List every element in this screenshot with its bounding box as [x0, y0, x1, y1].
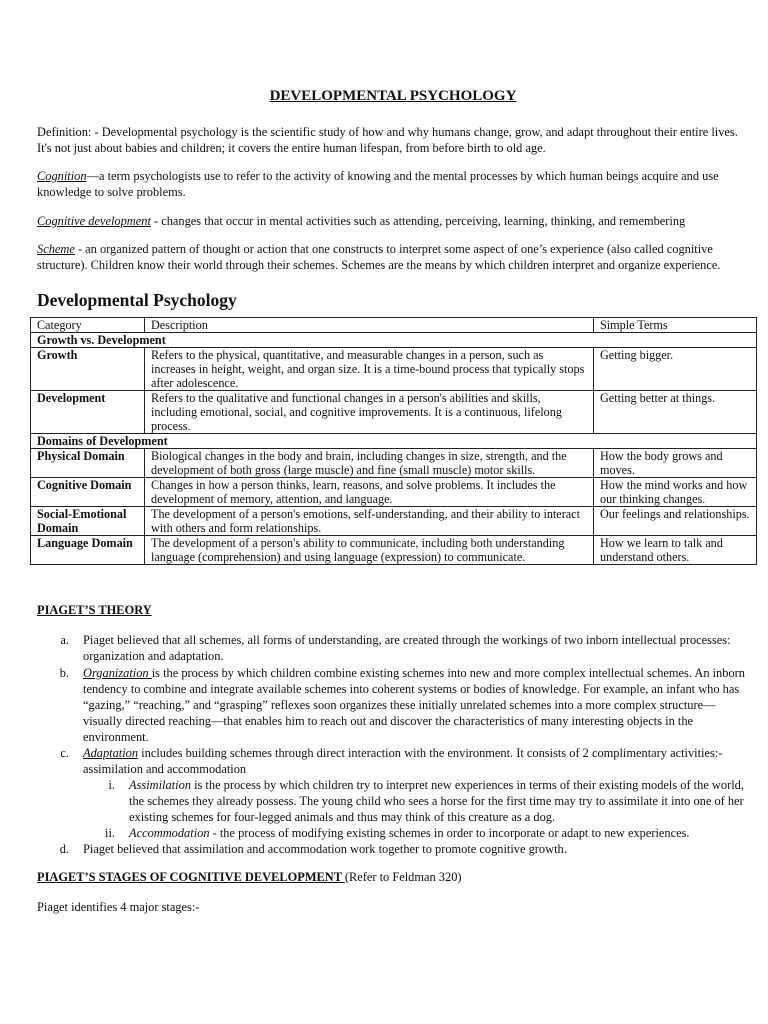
row-description: Refers to the physical, quantitative, and measurable changes in a person, such as increases in height, weight, and organ size. It is a time-bound process that typically stops after adolescence.: [145, 348, 594, 391]
row-simple-terms: Getting better at things.: [594, 391, 757, 434]
list-item: [105, 825, 747, 841]
row-category: Physical Domain: [31, 449, 145, 478]
list-text: is the process by which children try to interpret new experiences in terms of their existing models of the world, the schemes they already possess. The young child who sees a horse for the first time may try to assimilate it into one of her existing schemes for four-legged animals and thus may think of this creature as a dog.: [129, 778, 744, 824]
adaptation-term: Adaptation: [83, 746, 139, 760]
table-section-heading: Developmental Psychology: [37, 290, 237, 310]
list-item: [59, 841, 747, 857]
table-row: [31, 507, 757, 536]
row-category: Cognitive Domain: [31, 478, 145, 507]
row-description: The development of a person's ability to communicate, including both understanding language (comprehension) and using language (expression) to communicate.: [145, 536, 594, 565]
scheme-paragraph: [37, 241, 752, 273]
stages-heading-text: PIAGET’S STAGES OF COGNITIVE DEVELOPMENT: [37, 870, 345, 884]
development-table: [30, 317, 757, 565]
list-marker: a.: [60, 633, 69, 647]
list-text: Piaget believed that all schemes, all forms of understanding, are created through the workings of two inborn intellectual processes: organization and adaptation.: [83, 633, 731, 663]
list-item: [108, 777, 747, 825]
scheme-term: Scheme: [37, 242, 75, 256]
table-section-row: [31, 434, 757, 449]
assimilation-term: Assimilation: [129, 778, 191, 792]
table-row: [31, 348, 757, 391]
cognitive-development-paragraph: [37, 213, 752, 229]
row-category: Development: [31, 391, 145, 434]
organization-term: Organization: [83, 666, 152, 680]
row-simple-terms: Our feelings and relationships.: [594, 507, 757, 536]
list-item: [60, 745, 747, 777]
cognitive-development-text: - changes that occur in mental activities such as attending, perceiving, learning, thinking, and remembering: [150, 214, 686, 228]
list-item: [60, 632, 747, 664]
table-row: [31, 449, 757, 478]
cognitive-development-term: Cognitive development: [37, 214, 151, 228]
table-row: [31, 478, 757, 507]
row-description: Changes in how a person thinks, learn, reasons, and solve problems. It includes the development of memory, attention, and language.: [145, 478, 594, 507]
row-description: The development of a person's emotions, self-understanding, and their ability to interact with others and form relationships.: [145, 507, 594, 536]
accommodation-term: Accommodation: [129, 826, 210, 840]
header-category: Category: [31, 318, 145, 333]
definition-paragraph: Definition: - Developmental psychology is the scientific study of how and why humans change, grow, and adapt throughout their entire lives. It's not just about babies and children; it covers the entire human lifespan, from before birth to old age.: [37, 125, 738, 155]
list-marker: b.: [59, 666, 69, 680]
row-simple-terms: Getting bigger.: [594, 348, 757, 391]
stages-intro: Piaget identifies 4 major stages:-: [37, 900, 200, 914]
list-marker: d.: [59, 842, 69, 856]
row-category: Growth: [31, 348, 145, 391]
cognition-paragraph: [37, 168, 752, 200]
stages-reference: (Refer to Feldman 320): [344, 870, 462, 884]
table-row: [31, 391, 757, 434]
piaget-theory-heading: PIAGET’S THEORY: [37, 603, 152, 617]
row-description: Refers to the qualitative and functional changes in a person's abilities and skills, including emotional, social, and cognitive improvements. It is a continuous, lifelong process.: [145, 391, 594, 434]
row-simple-terms: How the body grows and moves.: [594, 449, 757, 478]
list-text: - the process of modifying existing schemes in order to incorporate or adapt to new experiences.: [209, 826, 690, 840]
document-title: DEVELOPMENTAL PSYCHOLOGY: [269, 88, 517, 104]
header-description: Description: [145, 318, 594, 333]
row-simple-terms: How the mind works and how our thinking changes.: [594, 478, 757, 507]
list-text: Piaget believed that assimilation and accommodation work together to promote cognitive growth.: [83, 842, 567, 856]
list-text: is the process by which children combine existing schemes into new and more complex intellectual schemes. An inborn tendency to combine and integrate available schemes into coherent systems or bodies of knowledge. For example, an infant who has “gazing,” “reaching,” and “grasping” reflexes soon organizes these initially unrelated schemes into a more complex structure—visually directed reaching—that enables him to reach out and discover the characteristics of many interesting objects in the environment.: [83, 666, 745, 744]
scheme-text: - an organized pattern of thought or action that one constructs to interpret some aspect of one’s experience (also called cognitive structure). Children know their world through their schemes. Schemes are the means by which children interpret and organize experience.: [37, 242, 721, 272]
table-header-row: [31, 318, 757, 333]
cognition-text: —a term psychologists use to refer to the activity of knowing and the mental processes by which human beings acquire and use knowledge to solve problems.: [37, 169, 719, 199]
list-item: [59, 665, 747, 745]
list-marker: c.: [60, 746, 69, 760]
row-description: Biological changes in the body and brain, including changes in size, strength, and the development of both gross (large muscle) and fine (small muscle) motor skills.: [145, 449, 594, 478]
header-simple-terms: Simple Terms: [594, 318, 757, 333]
section-domains-of-development: Domains of Development: [31, 434, 757, 449]
section-growth-vs-development: Growth vs. Development: [31, 333, 757, 348]
list-marker: ii.: [105, 826, 115, 840]
list-marker: i.: [108, 778, 115, 792]
row-category: Social-Emotional Domain: [31, 507, 145, 536]
list-text: includes building schemes through direct interaction with the environment. It consists of 2 complimentary activities:- assimilation and accommodation: [83, 746, 723, 776]
table-section-row: [31, 333, 757, 348]
row-category: Language Domain: [31, 536, 145, 565]
table-row: [31, 536, 757, 565]
stages-heading: [37, 870, 462, 885]
cognition-term: Cognition: [37, 169, 87, 183]
row-simple-terms: How we learn to talk and understand others.: [594, 536, 757, 565]
